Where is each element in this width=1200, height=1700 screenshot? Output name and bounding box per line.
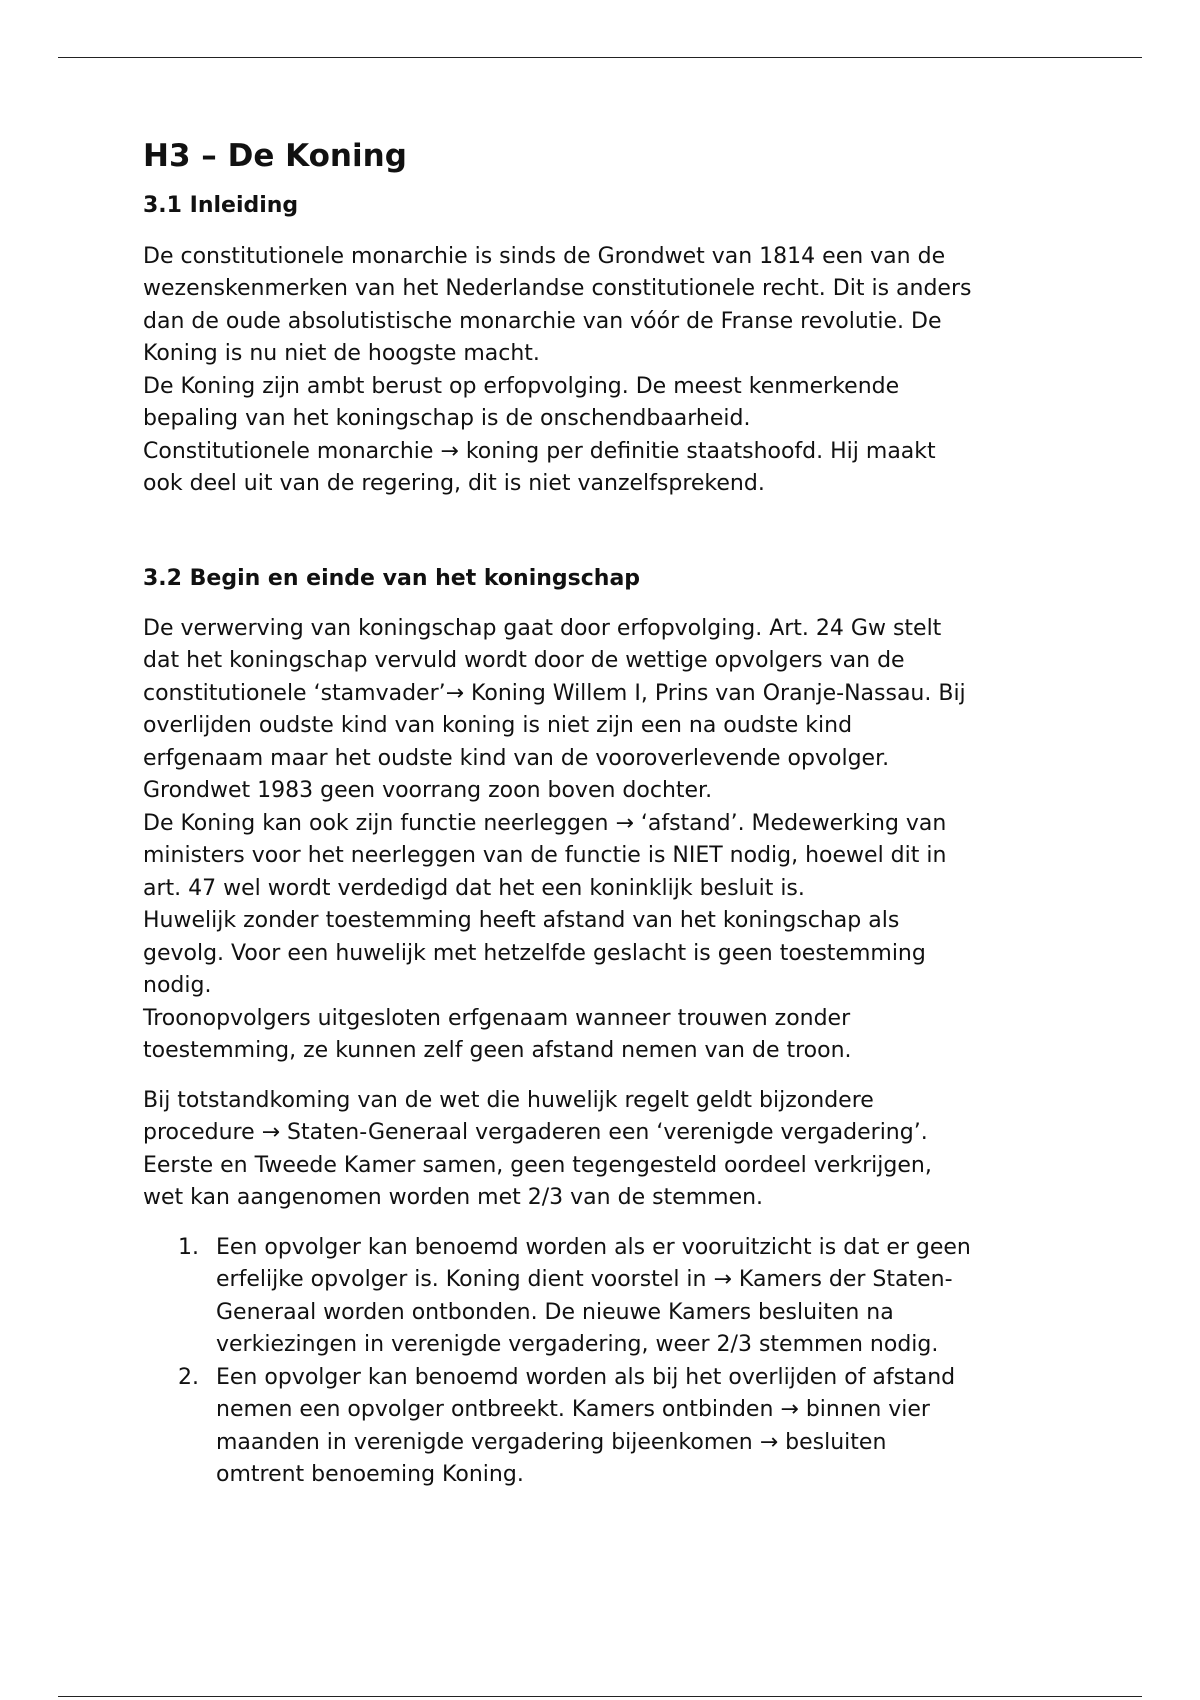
- section-heading: 3.1 Inleiding: [143, 193, 299, 219]
- text-line: Koning is nu niet de hoogste macht.: [143, 341, 540, 367]
- paragraph: [143, 613, 1083, 1068]
- section-inleiding: [143, 193, 1083, 500]
- text-line: nemen een opvolger ontbreekt. Kamers ontbinden → binnen vier: [216, 1397, 930, 1423]
- text-line: constitutionele ‘stamvader’→ Koning Willem I, Prins van Oranje-Nassau. Bij: [143, 680, 966, 706]
- bottom-horizontal-rule: [58, 1696, 1142, 1697]
- text-line: ook deel uit van de regering, dit is niet vanzelfsprekend.: [143, 471, 765, 497]
- section-spacer: [143, 518, 1083, 566]
- text-line: Eerste en Tweede Kamer samen, geen tegengesteld oordeel verkrijgen,: [143, 1152, 932, 1178]
- text-line: Constitutionele monarchie → koning per definitie staatshoofd. Hij maakt: [143, 438, 936, 464]
- text-line: Een opvolger kan benoemd worden als er vooruitzicht is dat er geen: [216, 1234, 971, 1260]
- list-item: [143, 1232, 1083, 1362]
- text-line: De Koning kan ook zijn functie neerleggen → ‘afstand’. Medewerking van: [143, 810, 947, 836]
- text-line: De Koning zijn ambt berust op erfopvolging. De meest kenmerkende: [143, 373, 900, 399]
- numbered-list: [143, 1232, 1083, 1492]
- paragraph: [143, 1085, 1083, 1215]
- text-line: Bij totstandkoming van de wet die huwelijk regelt geldt bijzondere: [143, 1087, 874, 1113]
- text-line: De constitutionele monarchie is sinds de Grondwet van 1814 een van de: [143, 243, 946, 269]
- text-line: gevolg. Voor een huwelijk met hetzelfde geslacht is geen toestemming: [143, 940, 926, 966]
- top-horizontal-rule: [58, 57, 1142, 58]
- text-line: art. 47 wel wordt verdedigd dat het een koninklijk besluit is.: [143, 875, 805, 901]
- text-line: Grondwet 1983 geen voorrang zoon boven dochter.: [143, 778, 713, 804]
- section-heading: 3.2 Begin en einde van het koningschap: [143, 565, 641, 591]
- text-line: wezenskenmerken van het Nederlandse constitutionele recht. Dit is anders: [143, 276, 972, 302]
- list-item: [143, 1362, 1083, 1492]
- text-line: procedure → Staten-Generaal vergaderen een ‘verenigde vergadering’.: [143, 1120, 928, 1146]
- text-line: Troonopvolgers uitgesloten erfgenaam wanneer trouwen zonder: [143, 1005, 851, 1031]
- text-line: ministers voor het neerleggen van de functie is NIET nodig, hoewel dit in: [143, 843, 947, 869]
- paragraph: [143, 241, 1083, 501]
- text-line: Een opvolger kan benoemd worden als bij het overlijden of afstand: [216, 1364, 956, 1390]
- text-line: toestemming, ze kunnen zelf geen afstand nemen van de troon.: [143, 1038, 852, 1064]
- document-body: [143, 138, 1083, 1492]
- text-line: dan de oude absolutistische monarchie van vóór de Franse revolutie. De: [143, 308, 942, 334]
- page-title: H3 – De Koning: [143, 138, 407, 174]
- text-line: verkiezingen in verenigde vergadering, weer 2/3 stemmen nodig.: [216, 1332, 939, 1358]
- text-line: Huwelijk zonder toestemming heeft afstand van het koningschap als: [143, 908, 900, 934]
- text-line: erfgenaam maar het oudste kind van de vooroverlevende opvolger.: [143, 745, 890, 771]
- text-line: dat het koningschap vervuld wordt door de wettige opvolgers van de: [143, 648, 905, 674]
- text-line: erfelijke opvolger is. Koning dient voorstel in → Kamers der Staten-: [216, 1267, 953, 1293]
- list-item-number: 2.: [178, 1364, 199, 1390]
- text-line: overlijden oudste kind van koning is niet zijn een na oudste kind: [143, 713, 853, 739]
- text-line: omtrent benoeming Koning.: [216, 1462, 524, 1488]
- text-line: maanden in verenigde vergadering bijeenkomen → besluiten: [216, 1429, 887, 1455]
- section-begin-en-einde: [143, 566, 1083, 1492]
- list-item-number: 1.: [178, 1234, 199, 1260]
- text-line: Generaal worden ontbonden. De nieuwe Kamers besluiten na: [216, 1299, 894, 1325]
- text-line: De verwerving van koningschap gaat door erfopvolging. Art. 24 Gw stelt: [143, 615, 942, 641]
- text-line: nodig.: [143, 973, 212, 999]
- text-line: bepaling van het koningschap is de onschendbaarheid.: [143, 406, 751, 432]
- text-line: wet kan aangenomen worden met 2/3 van de stemmen.: [143, 1185, 764, 1211]
